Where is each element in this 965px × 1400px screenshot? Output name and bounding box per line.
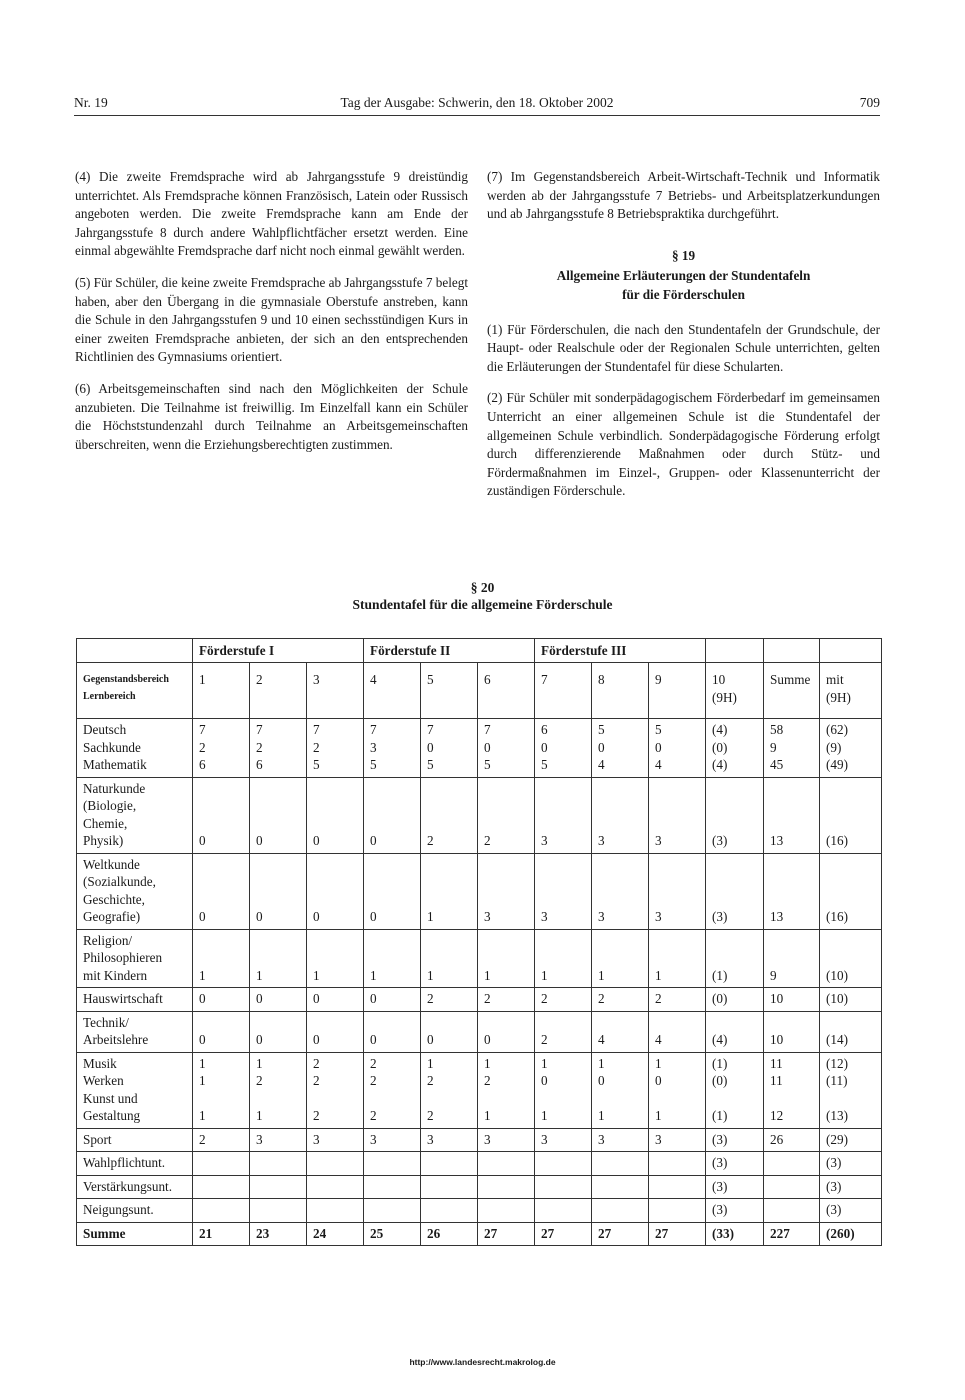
subject-cell: Wahlpflichtunt. (77, 1152, 193, 1176)
issue-date: Tag der Ausgabe: Schwerin, den 18. Oktober 2002 (340, 95, 614, 110)
hours-cell: (1) (706, 929, 764, 988)
hours-cell: 3 (535, 777, 592, 853)
hours-cell: 2 (478, 988, 535, 1012)
hours-cell: 1 (535, 929, 592, 988)
sum-cell: 27 (535, 1222, 592, 1246)
hours-cell: 2 (421, 777, 478, 853)
table-row (77, 1199, 882, 1223)
column-header: Gegenstandsbereich Lernbereich (77, 663, 193, 719)
hours-cell: 1 0 1 (535, 1052, 592, 1128)
subject-cell: Weltkunde (Sozialkunde, Geschichte, Geografie) (77, 853, 193, 929)
hours-cell: (16) (820, 777, 882, 853)
sum-cell: 23 (250, 1222, 307, 1246)
right-column (487, 168, 880, 514)
group-empty-cell (706, 639, 764, 663)
hours-cell: 0 (364, 988, 421, 1012)
hours-cell: 3 (649, 853, 706, 929)
column-header: 3 (307, 663, 364, 719)
hours-cell: (29) (820, 1128, 882, 1152)
hours-cell: 2 (592, 988, 649, 1012)
hours-cell: 10 (764, 988, 820, 1012)
hours-cell: (3) (706, 1128, 764, 1152)
hours-cell (592, 1175, 649, 1199)
column-header: 2 (250, 663, 307, 719)
subject-cell: Naturkunde (Biologie, Chemie, Physik) (77, 777, 193, 853)
hours-cell: 3 (364, 1128, 421, 1152)
hours-cell (250, 1199, 307, 1223)
hours-cell (764, 1152, 820, 1176)
section-19-paragraph-1: (1) Für Förderschulen, die nach den Stundentafeln der Grundschule, der Haupt- oder Realschule oder der Regionalen Schule unterrichten, gelten die Erläuterungen der Stundentafel für diese Schularten. (487, 321, 880, 374)
hours-cell: 1 (250, 929, 307, 988)
table-row (77, 1052, 882, 1128)
group-empty-cell (77, 639, 193, 663)
hours-cell (649, 1199, 706, 1223)
hours-cell: 9 (764, 929, 820, 988)
hours-cell: 11 11 12 (764, 1052, 820, 1128)
column-header: 6 (478, 663, 535, 719)
left-column (75, 168, 468, 467)
hours-cell: 0 (364, 1011, 421, 1052)
hours-cell (193, 1152, 250, 1176)
hours-cell: (3) (820, 1152, 882, 1176)
column-header: mit (9H) (820, 663, 882, 719)
column-header-row (77, 663, 882, 719)
group-empty-cell (764, 639, 820, 663)
hours-cell: (3) (706, 1175, 764, 1199)
table-row (77, 1128, 882, 1152)
hours-cell: 3 (592, 777, 649, 853)
hours-cell: 2 (478, 777, 535, 853)
hours-cell (307, 1199, 364, 1223)
sum-cell: 25 (364, 1222, 421, 1246)
hours-cell: 2 2 2 (307, 1052, 364, 1128)
subject-cell: Religion/ Philosophieren mit Kindern (77, 929, 193, 988)
table-row (77, 1152, 882, 1176)
hours-cell: 0 (307, 1011, 364, 1052)
hours-cell: 26 (764, 1128, 820, 1152)
sum-cell: 27 (478, 1222, 535, 1246)
paragraph-5: (5) Für Schüler, die keine zweite Fremdsprache ab Jahrgangsstufe 7 belegt haben, aber den Übergang in die gymnasiale Oberstufe anstreben, kann die Schule in den Jahrgangsstufen 9 und 10 einen sechsstündigen Kurs in einer zweiten Fremdsprache anbieten, der sich an den entsprechenden Richtlinien des Gymnasiums orientiert. (75, 274, 468, 365)
hours-cell: 4 (592, 1011, 649, 1052)
hours-cell: (16) (820, 853, 882, 929)
hours-cell: (62) (9) (49) (820, 719, 882, 778)
hours-cell: 7 2 6 (250, 719, 307, 778)
hours-cell: 0 (478, 1011, 535, 1052)
hours-cell: 3 (535, 853, 592, 929)
hours-cell: 7 3 5 (364, 719, 421, 778)
hours-cell: 4 (649, 1011, 706, 1052)
hours-cell: 0 (193, 988, 250, 1012)
hours-cell: 0 (307, 853, 364, 929)
hours-cell (535, 1152, 592, 1176)
hours-cell (421, 1175, 478, 1199)
hours-cell: (10) (820, 929, 882, 988)
issue-number: Nr. 19 (74, 95, 108, 110)
hours-cell: 1 (478, 929, 535, 988)
subject-cell: Musik Werken Kunst und Gestaltung (77, 1052, 193, 1128)
paragraph-6: (6) Arbeitsgemeinschaften sind nach den Möglichkeiten der Schule anzubieten. Die Teilnahme ist freiwillig. Im Einzelfall kann ein Schüler die Höchststundenzahl durch Teilnahme an Arbeitsgemeinschaften überschreiten, wenn die Erziehungsberechtigten zustimmen. (75, 380, 468, 452)
hours-cell: 3 (250, 1128, 307, 1152)
column-header: 1 (193, 663, 250, 719)
hours-cell: 3 (592, 853, 649, 929)
column-header: 4 (364, 663, 421, 719)
hours-cell: 10 (764, 1011, 820, 1052)
hours-cell: 2 (535, 988, 592, 1012)
subject-cell: Deutsch Sachkunde Mathematik (77, 719, 193, 778)
hours-cell: 1 (193, 929, 250, 988)
hours-cell: 13 (764, 853, 820, 929)
hours-cell: 0 (421, 1011, 478, 1052)
group-empty-cell (820, 639, 882, 663)
hours-cell: 7 0 5 (421, 719, 478, 778)
hours-cell: 1 (364, 929, 421, 988)
hours-cell: (14) (820, 1011, 882, 1052)
hours-cell: 1 (421, 929, 478, 988)
column-header: 8 (592, 663, 649, 719)
hours-cell (649, 1152, 706, 1176)
column-header: 9 (649, 663, 706, 719)
hours-cell (592, 1199, 649, 1223)
hours-cell: 0 (364, 853, 421, 929)
hours-cell: 1 2 2 (421, 1052, 478, 1128)
subject-cell: Sport (77, 1128, 193, 1152)
hours-cell: 3 (478, 853, 535, 929)
group-header-2: Förderstufe II (364, 639, 535, 663)
sum-label-cell: Summe (77, 1222, 193, 1246)
hours-cell: 2 (193, 1128, 250, 1152)
hours-cell (764, 1175, 820, 1199)
hours-cell (307, 1175, 364, 1199)
hours-cell: 1 (421, 853, 478, 929)
hours-cell: 1 0 1 (649, 1052, 706, 1128)
hours-cell: 0 (193, 777, 250, 853)
hours-cell (478, 1199, 535, 1223)
hours-cell (421, 1152, 478, 1176)
subject-cell: Technik/ Arbeitslehre (77, 1011, 193, 1052)
page-number: 709 (859, 95, 880, 110)
sum-cell: (33) (706, 1222, 764, 1246)
hours-cell: (3) (820, 1199, 882, 1223)
subject-cell: Verstärkungsunt. (77, 1175, 193, 1199)
hours-cell (421, 1199, 478, 1223)
column-header: 5 (421, 663, 478, 719)
hours-cell (649, 1175, 706, 1199)
hours-cell: 3 (421, 1128, 478, 1152)
table-row (77, 1011, 882, 1052)
hours-cell: 1 2 1 (250, 1052, 307, 1128)
hours-cell: 2 2 2 (364, 1052, 421, 1128)
table-row (77, 988, 882, 1012)
hours-cell: (12) (11) (13) (820, 1052, 882, 1128)
table-row (77, 777, 882, 853)
hours-cell (478, 1152, 535, 1176)
hours-cell: 58 9 45 (764, 719, 820, 778)
hours-cell: 3 (649, 1128, 706, 1152)
table-row (77, 929, 882, 988)
hours-cell: (3) (706, 853, 764, 929)
hours-cell: 0 (193, 853, 250, 929)
subject-cell: Neigungsunt. (77, 1199, 193, 1223)
timetable (76, 638, 882, 1246)
column-header: 10 (9H) (706, 663, 764, 719)
sum-cell: 227 (764, 1222, 820, 1246)
table-row (77, 853, 882, 929)
group-header-3: Förderstufe III (535, 639, 706, 663)
sum-cell: (260) (820, 1222, 882, 1246)
paragraph-4: (4) Die zweite Fremdsprache wird ab Jahrgangsstufe 9 dreistündig unterrichtet. Als Fremdsprache können Französisch, Latein oder Russisch angeboten werden. Die zweite Fremdsprache kann am Ende der Jahrgangsstufe 8 durch andere Wahlpflichtfächer ersetzt werden. Eine einmal abgewählte Fremdsprache darf nicht noch einmal gewählt werden. (75, 169, 468, 259)
hours-cell: 3 (535, 1128, 592, 1152)
hours-cell: 2 (649, 988, 706, 1012)
hours-cell: 5 0 4 (592, 719, 649, 778)
hours-cell: 0 (364, 777, 421, 853)
hours-cell: 2 (535, 1011, 592, 1052)
hours-cell: 7 0 5 (478, 719, 535, 778)
hours-cell: (10) (820, 988, 882, 1012)
hours-cell: 3 (592, 1128, 649, 1152)
hours-cell (250, 1175, 307, 1199)
hours-cell: 6 0 5 (535, 719, 592, 778)
column-header: Summe (764, 663, 820, 719)
hours-cell (535, 1199, 592, 1223)
hours-cell: (4) (706, 1011, 764, 1052)
hours-cell: 0 (250, 853, 307, 929)
hours-cell: 3 (649, 777, 706, 853)
hours-cell (193, 1175, 250, 1199)
hours-cell (193, 1199, 250, 1223)
table-row (77, 719, 882, 778)
sum-cell: 27 (592, 1222, 649, 1246)
hours-cell: 0 (250, 988, 307, 1012)
sum-cell: 21 (193, 1222, 250, 1246)
hours-cell: 0 (307, 777, 364, 853)
sum-cell: 26 (421, 1222, 478, 1246)
hours-cell: 5 0 4 (649, 719, 706, 778)
hours-cell: 13 (764, 777, 820, 853)
section-20-number: § 20 (470, 580, 495, 595)
hours-cell: (3) (706, 1199, 764, 1223)
paragraph-7: (7) Im Gegenstandsbereich Arbeit-Wirtschaft-Technik und Informatik werden ab der Jahrgangsstufe 7 Betriebs- und Arbeitsplatzerkundungen und ab Jahrgangsstufe 8 Betriebspraktika durchgeführt. (487, 169, 880, 222)
hours-cell: (3) (820, 1175, 882, 1199)
section-19-title: Allgemeine Erläuterungen der Stundentafeln für die Förderschulen (556, 268, 811, 302)
hours-cell: 1 1 1 (193, 1052, 250, 1128)
hours-cell (535, 1175, 592, 1199)
sum-cell: 27 (649, 1222, 706, 1246)
hours-cell (364, 1175, 421, 1199)
hours-cell: 1 0 1 (592, 1052, 649, 1128)
hours-cell (592, 1152, 649, 1176)
hours-cell: 3 (307, 1128, 364, 1152)
hours-cell: 2 (421, 988, 478, 1012)
group-header-1: Förderstufe I (193, 639, 364, 663)
hours-cell: 0 (250, 777, 307, 853)
sum-cell: 24 (307, 1222, 364, 1246)
hours-cell: (3) (706, 1152, 764, 1176)
hours-cell (307, 1152, 364, 1176)
table-row (77, 1175, 882, 1199)
hours-cell: (0) (706, 988, 764, 1012)
hours-cell (364, 1152, 421, 1176)
hours-cell: (1) (0) (1) (706, 1052, 764, 1128)
header-rule (74, 115, 880, 116)
hours-cell: 1 (592, 929, 649, 988)
hours-cell: (4) (0) (4) (706, 719, 764, 778)
hours-cell (364, 1199, 421, 1223)
column-header: 7 (535, 663, 592, 719)
section-20-title: Stundentafel für die allgemeine Förderschule (352, 597, 613, 612)
hours-cell (250, 1152, 307, 1176)
group-header-row (77, 639, 882, 663)
section-19-number: § 19 (671, 247, 696, 263)
hours-cell: 7 2 6 (193, 719, 250, 778)
hours-cell: 1 (307, 929, 364, 988)
hours-cell: 0 (193, 1011, 250, 1052)
hours-cell: 1 (649, 929, 706, 988)
hours-cell: 0 (250, 1011, 307, 1052)
page-header (74, 95, 880, 117)
hours-cell: 7 2 5 (307, 719, 364, 778)
subject-cell: Hauswirtschaft (77, 988, 193, 1012)
hours-cell: 3 (478, 1128, 535, 1152)
hours-cell (764, 1199, 820, 1223)
hours-cell (478, 1175, 535, 1199)
sum-row (77, 1222, 882, 1246)
section-19-paragraph-2: (2) Für Schüler mit sonderpädagogischem Förderbedarf im gemeinsamen Unterricht an einer allgemeinen Schule ist die Stundentafel der allgemeinen Schule verbindlich. Sonderpädagogische Förderung erfolgt durch differenzierende Maßnahmen oder durch Stütz- und Fördermaßnahmen im Einzel-, Gruppen- oder Klassenunterricht der zuständigen Förderschule. (487, 390, 880, 499)
hours-cell: 1 2 1 (478, 1052, 535, 1128)
hours-cell: (3) (706, 777, 764, 853)
hours-cell: 0 (307, 988, 364, 1012)
source-url: http://www.landesrecht.makrolog.de (409, 1357, 556, 1367)
